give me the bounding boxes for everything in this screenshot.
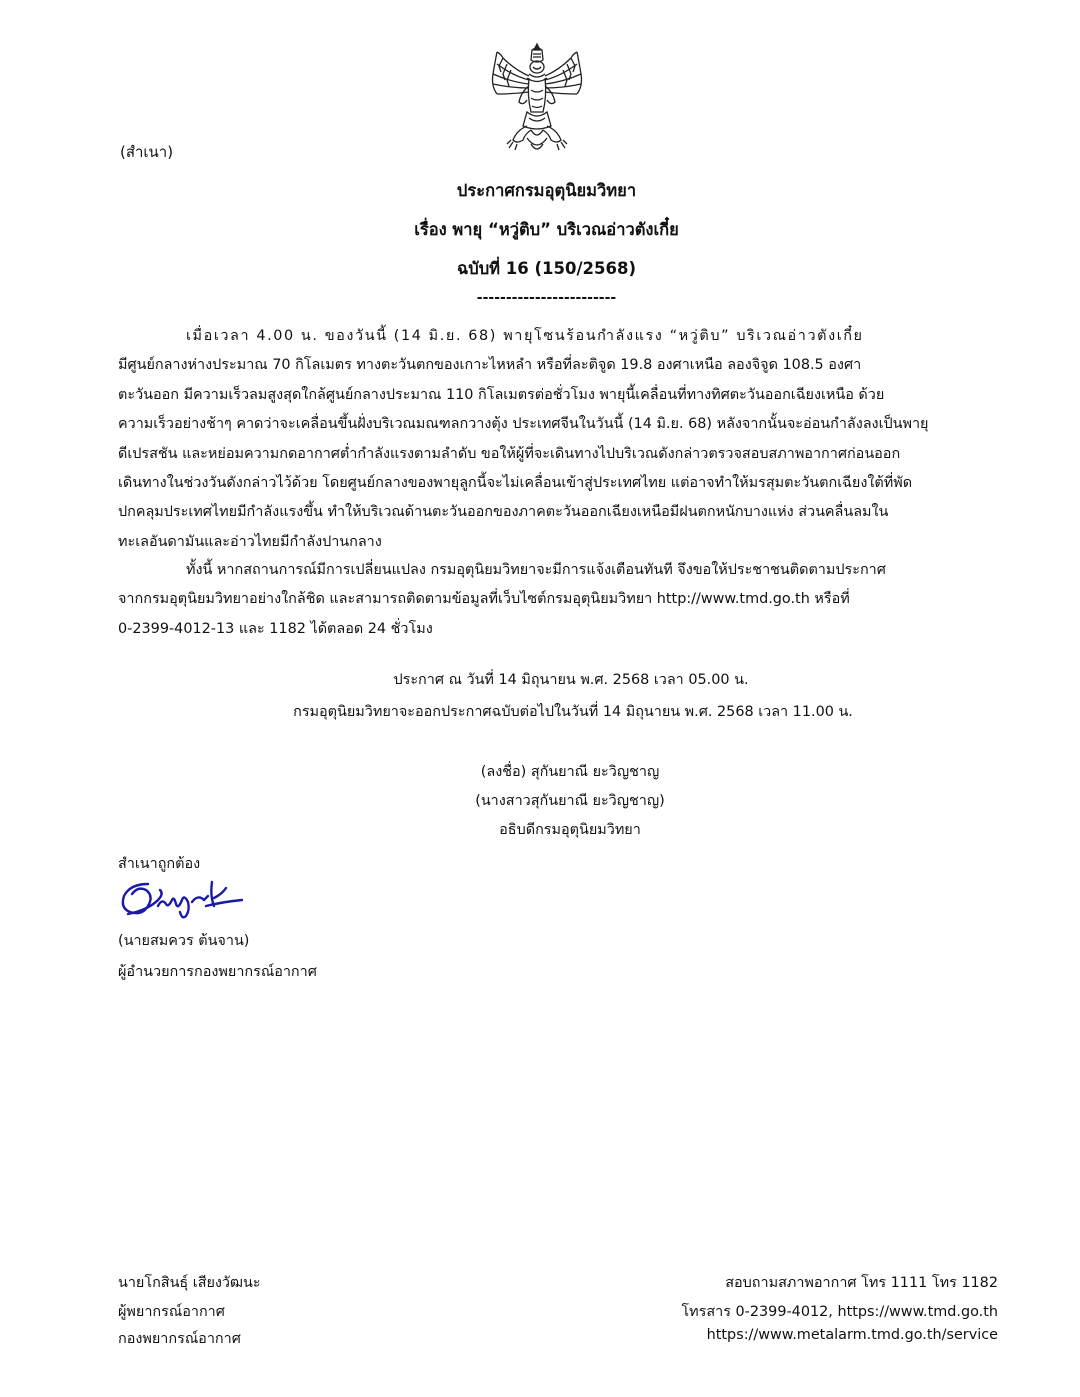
signatory-signed: (ลงชื่อ) สุกันยาณี ยะวิญชาญ [480, 764, 660, 780]
paragraph-line: ดีเปรสชัน และหย่อมความกดอากาศต่ำกำลังแรงตามลำดับ ขอให้ผู้ที่จะเดินทางไปบริเวณดังกล่าวตรวจสอบสภาพอากาศก่อนออก [118, 445, 901, 462]
paragraph-line: ปกคลุมประเทศไทยมีกำลังแรงขึ้น ทำให้บริเวณด้านตะวันออกของภาคตะวันออกเฉียงเหนือมีฝนตกหนักบางแห่ง ส่วนคลื่นลมใน [118, 504, 889, 521]
announcement-number: ฉบับที่ 16 (150/2568) [457, 259, 636, 278]
announcement-title: ประกาศกรมอุตุนิยมวิทยา [456, 181, 637, 200]
paragraph-2 [118, 556, 974, 644]
certified-name: (นายสมควร ต้นจาน) [118, 933, 250, 949]
paragraph-line: เมื่อเวลา 4.00 น. ของวันนี้ (14 มิ.ย. 68) พายุโซนร้อนกำลังแรง “หวู่ติบ” บริเวณอ่าวตังเกี๋ย [186, 328, 864, 344]
fax-and-website[interactable]: โทรสาร 0-2399-4012, https://www.tmd.go.th [681, 1304, 998, 1320]
paragraph-line: ทะเลอันดามันและอ่าวไทยมีกำลังปานกลาง [118, 533, 382, 550]
paragraph-line: 0-2399-4012-13 และ 1182 ได้ตลอด 24 ชั่วโมง [118, 620, 433, 637]
paragraph-line: ทั้งนี้ หากสถานการณ์มีการเปลี่ยนแปลง กรมอุตุนิยมวิทยาจะมีการแจ้งเตือนทันที จึงขอให้ประชาชนติดตามประกาศ [186, 562, 886, 578]
signatory-full-name: (นางสาวสุกันยาณี ยะวิญชาญ) [475, 793, 665, 809]
announcement-subject: เรื่อง พายุ “หวู่ติบ” บริเวณอ่าวตังเกี๋ย [414, 220, 679, 239]
certified-position: ผู้อำนวยการกองพยากรณ์อากาศ [118, 964, 317, 980]
weather-inquiry-phone: สอบถามสภาพอากาศ โทร 1111 โทร 1182 [725, 1275, 998, 1291]
paragraph-line: มีศูนย์กลางห่างประมาณ 70 กิโลเมตร ทางตะวันตกของเกาะไหหลำ หรือที่ละติจูด 19.8 องศาเหนือ ลองจิจูด 108.5 องศา [118, 357, 862, 374]
copy-label: (สำเนา) [120, 143, 174, 161]
paragraph-line: ตะวันออก มีความเร็วลมสูงสุดใกล้ศูนย์กลางประมาณ 110 กิโลเมตรต่อชั่วโมง พายุนี้เคลื่อนที่ทางทิศตะวันออกเฉียงเหนือ ด้วย [118, 386, 885, 403]
forecaster-role: ผู้พยากรณ์อากาศ [118, 1304, 225, 1320]
handwritten-signature [118, 876, 244, 920]
forecaster-name: นายโกสินธุ์ เสียงวัฒนะ [118, 1275, 261, 1291]
signatory-position: อธิบดีกรมอุตุนิยมวิทยา [499, 822, 641, 838]
next-announce: กรมอุตุนิยมวิทยาจะออกประกาศฉบับต่อไปในวันที่ 14 มิถุนายน พ.ศ. 2568 เวลา 11.00 น. [293, 704, 853, 720]
garuda-emblem-icon [487, 40, 587, 156]
paragraph-line: จากกรมอุตุนิยมวิทยาอย่างใกล้ชิด และสามารถติดตามข้อมูลที่เว็บไซต์กรมอุตุนิยมวิทยา http://www.tmd.go.th หรือที่ [118, 591, 850, 608]
metalarm-service-link[interactable]: https://www.metalarm.tmd.go.th/service [706, 1327, 998, 1343]
paragraph-1 [118, 322, 974, 557]
announce-date: ประกาศ ณ วันที่ 14 มิถุนายน พ.ศ. 2568 เวลา 05.00 น. [393, 672, 749, 688]
certified-label: สำเนาถูกต้อง [118, 856, 201, 872]
forecaster-division: กองพยากรณ์อากาศ [118, 1331, 241, 1347]
paragraph-line: เดินทางในช่วงวันดังกล่าวไว้ด้วย โดยศูนย์กลางของพายุลูกนี้จะไม่เคลื่อนเข้าสู่ประเทศไทย แต่อาจทำให้มรสุมตะวันตกเฉียงใต้ที่พัด [118, 475, 913, 492]
title-separator: ------------------------ [476, 290, 617, 306]
paragraph-line: ความเร็วอย่างช้าๆ คาดว่าจะเคลื่อนขึ้นฝั่งบริเวณมณฑลกวางตุ้ง ประเทศจีนในวันนี้ (14 มิ.ย. 68) หลังจากนั้นจะอ่อนกำลังลงเป็นพายุ [118, 416, 929, 433]
